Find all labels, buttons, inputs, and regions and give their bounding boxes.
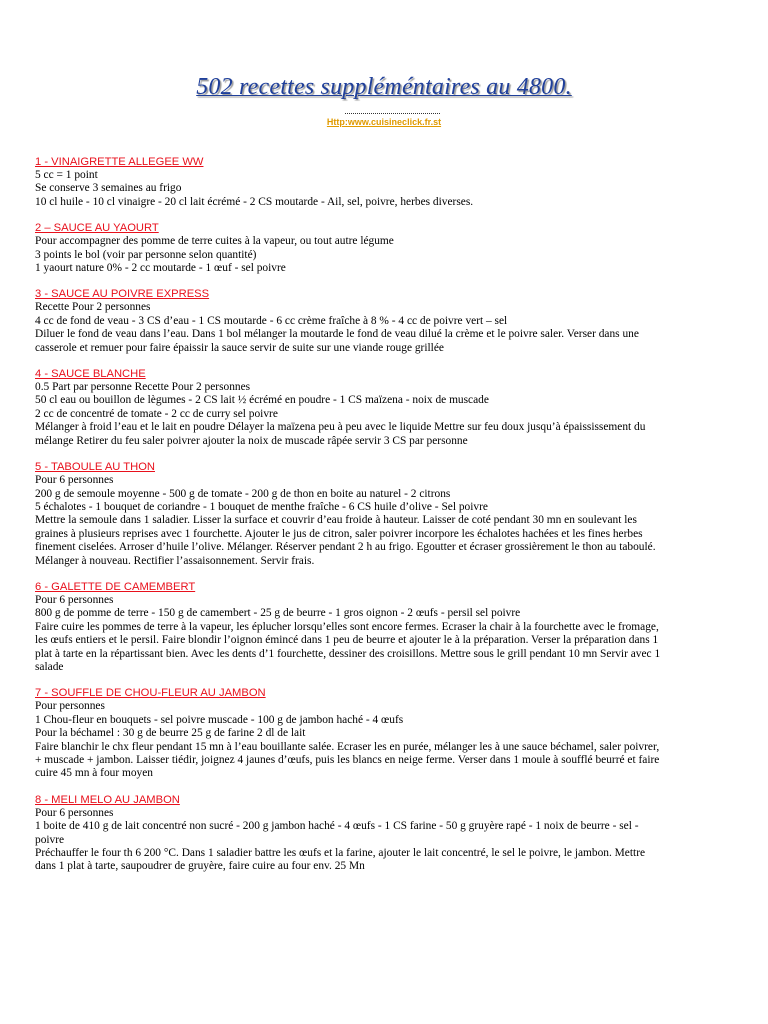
recipe-title: 1 - VINAIGRETTE ALLEGEE WW — [35, 156, 204, 168]
recipe-text-line: Faire cuire les pommes de terre à la vapeur, les éplucher lorsqu’elles sont encore fermes. Ecraser la chair à la fourchette avec le fromage, — [35, 620, 659, 633]
recipe-text-line: Pour la béchamel : 30 g de beurre 25 g de farine 2 dl de lait — [35, 727, 306, 740]
recipe-text-line: 200 g de semoule moyenne - 500 g de tomate - 200 g de thon en boite au naturel - 2 citrons — [35, 487, 451, 500]
recipe-text-line: 4 cc de fond de veau - 3 CS d’eau - 1 CS moutarde - 6 cc crème fraîche à 8 % - 4 cc de poivre vert – sel — [35, 314, 508, 327]
recipe-text-line: Mélanger à nouveau. Rectifier l’assaisonnement. Servir frais. — [35, 554, 315, 567]
recipe-text-line: + muscade + jambon. Laisser tiédir, joignez 4 jaunes d’œufs, puis les blancs en neige ferme. Verser dans 1 moule à soufflé beurré et faire — [35, 754, 660, 766]
recipe-text-line: 1 Chou-fleur en bouquets - sel poivre muscade - 100 g de jambon haché - 4 œufs — [35, 713, 404, 726]
recipe-text-line: dans 1 plat à tarte, saupoudrer de gruyère, faire cuire au four env. 25 Mn — [35, 860, 365, 873]
recipe-text-line: 800 g de pomme de terre - 150 g de camembert - 25 g de beurre - 1 gros oignon - 2 œufs - persil sel poivre — [35, 607, 521, 620]
recipe-text-line: Mettre la semoule dans 1 saladier. Lisser la surface et couvrir d’eau froide à hauteur. Laisser de coté pendant 30 mn en soulevant les — [35, 514, 637, 527]
recipe-section — [35, 686, 735, 780]
recipe-text-line: Pour 6 personnes — [35, 806, 114, 819]
recipe-text-line: 3 points le bol (voir par personne selon quantité) — [35, 248, 257, 261]
recipe-text-line: les œufs entiers et le persil. Faire blondir l’oignon émincé dans 1 peu de beurre et ajouter le à la préparation. Verser la préparation dans 1 — [35, 634, 659, 647]
recipe-title: 7 - SOUFFLE DE CHOU-FLEUR AU JAMBON — [35, 687, 266, 700]
link-dotted-rule — [345, 113, 440, 114]
website-link[interactable] — [0, 117, 768, 127]
recipe-text-line: 1 boite de 410 g de lait concentré non sucré - 200 g jambon haché - 4 œufs - 1 CS farine - 50 g gruyère rapé - 1 noix de beurre - sel - — [35, 820, 639, 833]
recipe-text-line: mélange Retirer du feu saler poivrer ajouter la noix de muscade râpée servir 3 CS par personne — [35, 434, 468, 447]
recipe-text-line: finement ciselées. Arroser d’huile l’olive. Mélanger. Réserver pendant 2 h au frigo. Egoutter et écraser grossièrement le thon au taboulé. — [35, 541, 656, 554]
document-title: 502 recettes suppléméntaires au 4800. — [196, 74, 572, 100]
recipe-text-line: Se conserve 3 semaines au frigo — [35, 182, 182, 195]
recipe-title: 5 - TABOULE AU THON — [35, 461, 155, 474]
recipe-section — [35, 460, 735, 568]
recipe-text-line: 2 cc de concentré de tomate - 2 cc de curry sel poivre — [35, 407, 278, 420]
recipe-title: 6 - GALETTE DE CAMEMBERT — [35, 580, 196, 593]
recipe-text-line: 50 cl eau ou bouillon de lègumes - 2 CS lait ½ écrémé en poudre - 1 CS maïzena - noix de muscade — [35, 394, 489, 407]
recipe-text-line: cuire 45 mn à four moyen — [35, 767, 153, 780]
recipe-text-line: Pour accompagner des pomme de terre cuites à la vapeur, ou tout autre légume — [35, 235, 394, 248]
recipe-title: 2 – SAUCE AU YAOURT — [35, 222, 159, 235]
recipe-section — [35, 155, 735, 209]
recipe-text-line: 5 échalotes - 1 bouquet de coriandre - 1 bouquet de menthe fraîche - 6 CS huile d’olive - Sel poivre — [35, 500, 488, 513]
recipe-section — [35, 580, 735, 674]
recipe-title: 3 - SAUCE AU POIVRE EXPRESS — [35, 288, 210, 301]
recipe-text-line: 0.5 Part par personne Recette Pour 2 personnes — [35, 381, 251, 394]
recipe-text-line: poivre — [35, 833, 65, 846]
recipe-text-line: Pour 6 personnes — [35, 593, 114, 606]
recipe-text-line: Pour personnes — [35, 700, 105, 713]
recipe-text-line: Diluer le fond de veau dans l’eau. Dans 1 bol mélanger la moutarde le fond de veau dilué la crème et le poivre saler. Verser dans une — [35, 328, 639, 341]
recipe-text-line: Recette Pour 2 personnes — [35, 301, 151, 314]
recipe-text-line: 5 cc = 1 point — [35, 169, 98, 181]
recipe-text-line: Mélanger à froid l’eau et le lait en poudre Délayer la maïzena peu à peu avec le liquide Mettre sur feu doux jusqu’à épaississement du — [35, 421, 646, 434]
recipe-section — [35, 221, 735, 275]
recipe-list — [35, 155, 735, 886]
recipe-text-line: Pour 6 personnes — [35, 474, 114, 487]
recipe-section — [35, 367, 735, 448]
recipe-title: 4 - SAUCE BLANCHE — [35, 368, 146, 381]
recipe-text-line: 1 yaourt nature 0% - 2 cc moutarde - 1 œuf - sel poivre — [35, 262, 286, 275]
recipe-title: 8 - MELI MELO AU JAMBON — [35, 793, 180, 806]
recipe-text-line: plat à tarte en la répartissant bien. Avec les dents d’1 fourchette, dessiner des croisillons. Mettre sous le grill pendant 10 mn Servir avec 1 — [35, 647, 661, 660]
recipe-section — [35, 287, 735, 355]
recipe-text-line: salade — [35, 660, 64, 673]
recipe-text-line: Faire blanchir le chx fleur pendant 15 mn à l’eau bouillante salée. Ecraser les en purée, mélanger les à une sauce béchamel, saler poivrer, — [35, 740, 660, 753]
recipe-section — [35, 793, 735, 874]
recipe-text-line: casserole et remuer pour faire épaissir la sauce servir de suite sur une viande rouge grillée — [35, 341, 444, 354]
recipe-text-line: 10 cl huile - 10 cl vinaigre - 20 cl lait écrémé - 2 CS moutarde - Ail, sel, poivre, herbes diverses. — [35, 195, 474, 208]
recipe-text-line: graines à plusieurs reprises avec 1 fourchette. Ajouter le jus de citron, saler poivrer incorpore les échalotes hachées et les fines herbes — [35, 527, 643, 540]
recipe-text-line: Préchauffer le four th 6 200 °C. Dans 1 saladier battre les œufs et la farine, ajouter le lait concentré, le sel le poivre, le jambon. Mettre — [35, 847, 646, 860]
website-link-text[interactable]: Http:www.cuisineclick.fr.st — [326, 117, 442, 127]
